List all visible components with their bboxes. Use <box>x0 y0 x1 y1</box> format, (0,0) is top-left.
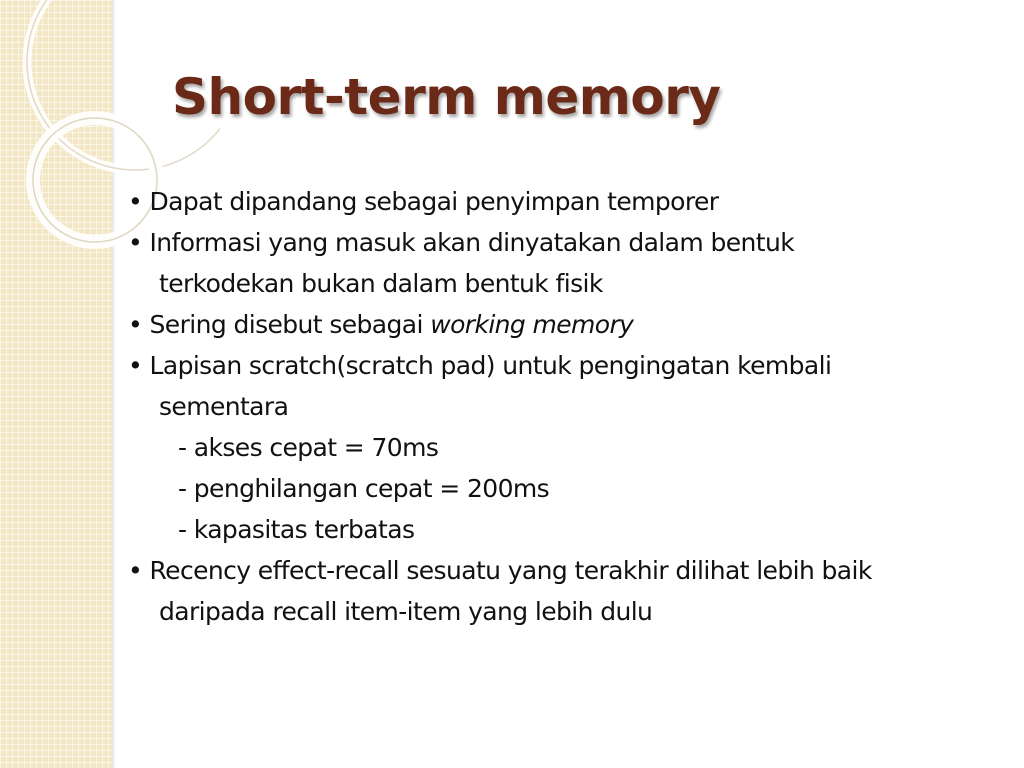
bullet-marker: • <box>128 310 143 339</box>
sub-item-line <box>128 509 1008 550</box>
bullet-line <box>128 304 1008 345</box>
bullet-line <box>128 550 1008 591</box>
bullet-text: Dapat dipandang sebagai penyimpan temporer <box>149 187 719 216</box>
sub-item-text: - penghilangan cepat = 200ms <box>178 474 550 503</box>
emphasis-text: working memory <box>430 310 634 339</box>
bullet-marker: • <box>128 351 143 380</box>
continuation-text: terkodekan bukan dalam bentuk fisik <box>159 269 603 298</box>
bullet-line <box>128 345 1008 386</box>
sub-item-line <box>128 427 1008 468</box>
bullet-line <box>128 181 1008 222</box>
bullet-marker: • <box>128 228 143 257</box>
sub-item-line <box>128 468 1008 509</box>
sub-item-text: - kapasitas terbatas <box>178 515 415 544</box>
bullet-marker: • <box>128 187 143 216</box>
continuation-text: sementara <box>159 392 289 421</box>
bullet-text: Recency effect-recall sesuatu yang terakhir dilihat lebih baik <box>149 556 872 585</box>
bullet-text: Informasi yang masuk akan dinyatakan dalam bentuk <box>149 228 795 257</box>
bullet-text: Lapisan scratch(scratch pad) untuk pengingatan kembali <box>149 351 832 380</box>
continuation-line <box>128 263 1008 304</box>
slide-body <box>128 181 1008 632</box>
bullet-text: Sering disebut sebagai <box>149 310 431 339</box>
sub-item-text: - akses cepat = 70ms <box>178 433 439 462</box>
slide-title: Short-term memory <box>172 68 721 126</box>
continuation-text: daripada recall item-item yang lebih dulu <box>159 597 653 626</box>
bullet-marker: • <box>128 556 143 585</box>
bullet-line <box>128 222 1008 263</box>
continuation-line <box>128 386 1008 427</box>
continuation-line <box>128 591 1008 632</box>
